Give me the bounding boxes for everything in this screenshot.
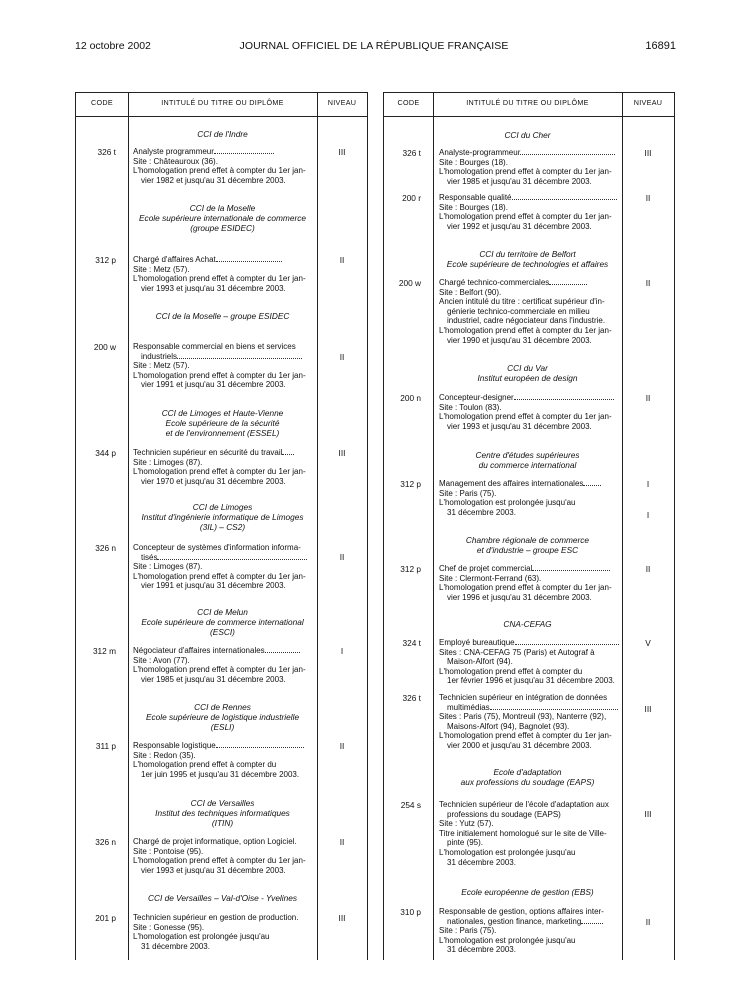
entry-site: Site : Paris (75). [439,926,497,936]
leader-dots [265,646,300,653]
entry-title-cont: nationales, gestion finance, marketing [447,916,582,926]
entry-details [133,255,313,293]
column-divider [317,92,318,960]
entry-homologation-cont: 31 décembre 2003. [447,857,516,867]
entry-homologation: L'homologation prend effet à compter du 1er jan- [133,274,306,284]
entry-details [439,479,619,517]
entry-site: Site : Limoges (87). [133,562,203,572]
entry-site: Site : Belfort (90). [439,287,502,297]
column-header-niveau: NIVEAU [327,98,357,107]
entry-code: 326 n [95,837,116,847]
section-heading: CCI de la Moselle Ecole supérieure internationale de commerce (groupe ESIDEC) [139,203,306,233]
entry-homologation: L'homologation prend effet à compter du 1er jan- [439,212,612,222]
entry-homologation: L'homologation prend effet à compter du 1er jan- [439,731,612,741]
entry-code: 326 t [402,693,421,703]
entry-niveau: III [338,147,346,157]
entry-code: 326 t [97,147,116,157]
leader-dots [512,193,617,200]
entry-niveau: V [645,638,651,648]
section-heading: CCI de l'Indre [197,129,248,139]
entry-title: Management des affaires internationales [439,479,584,488]
leader-dots [214,147,274,154]
entry-code: 310 p [400,907,421,917]
entry-sites: Sites : Paris (75), Montreuil (93), Nanterre (92), [439,712,607,722]
entry-details [133,741,313,779]
entry-site: Site : Redon (35). [133,750,196,760]
column-header-intitule: INTITULÉ DU TITRE OU DIPLÔME [161,98,284,107]
entry-details [439,907,619,955]
entry-title: Technicien supérieur en sécurité du travail [133,448,283,457]
entry-niveau: III [338,448,346,458]
entry-homologation-cont: vier 1993 et jusqu'au 31 décembre 2003. [141,865,286,875]
entry-niveau: II [645,564,651,574]
entry-title: Responsable qualité [439,193,512,202]
page-header [0,40,748,56]
entry-title: Négociateur d'affaires internationales [133,646,265,655]
entry-site: Site : Avon (77). [133,655,190,665]
leader-dots [583,479,601,486]
entry-niveau: III [644,704,652,714]
entry-site: Site : Bourges (18). [439,202,508,212]
section-heading: CCI de Limoges et Haute-Vienne Ecole supérieure de la sécurité et de l'environnement (ESSEL) [161,408,284,438]
entry-site: Site : Limoges (87). [133,457,203,467]
entry-title: Responsable commercial en biens et services [133,342,296,351]
entry-title: Chargé d'affaires Achat [133,255,216,264]
table-top-border [76,92,367,93]
entry-homologation: L'homologation prend effet à compter du 1er jan- [439,412,612,422]
entry-code: 324 t [402,638,421,648]
leader-dots [216,255,282,262]
entry-homologation-cont: 31 décembre 2003. [141,941,210,951]
entry-homologation: L'homologation est prolongée jusqu'au [439,847,576,857]
section-heading: Ecole d'adaptation aux professions du soudage (EAPS) [460,767,595,787]
entry-niveau: I [340,646,344,656]
entry-homologation-cont: 31 décembre 2003. [447,945,516,955]
leader-dots [216,741,304,748]
column-header-code: CODE [397,98,420,107]
entry-title: Analyste programmeur [133,147,214,156]
entry-homologation-cont: vier 1970 et jusqu'au 31 décembre 2003. [141,476,286,486]
entry-initial-site-cont: pinte (95). [447,838,484,848]
entry-sites-cont: Maisons-Alfort (94), Bagnolet (93). [447,721,570,731]
entry-site: Site : Clermont-Ferrand (63). [439,573,542,583]
section-heading: CNA-CEFAG [503,619,552,629]
entry-homologation-cont: vier 1990 et jusqu'au 31 décembre 2003. [447,335,592,345]
entry-homologation-cont: vier 1985 et jusqu'au 31 décembre 2003. [141,674,286,684]
entry-title: Chargé de projet informatique, option Logiciel. [133,837,297,846]
section-heading: Centre d'études supérieures du commerce international [475,450,580,470]
entry-details [439,193,619,231]
entry-niveau: II [645,393,651,403]
section-heading: Ecole européenne de gestion (EBS) [461,887,594,897]
section-heading: CCI de Versailles – Val-d'Oise - Yvelines [148,893,297,903]
leader-dots [515,638,619,645]
entry-homologation: L'homologation prend effet à compter du 1er jan- [439,167,612,177]
entry-details [133,646,313,684]
journal-title: JOURNAL OFFICIEL DE LA RÉPUBLIQUE FRANÇAISE [239,40,509,52]
entry-code: 326 t [402,148,421,158]
entry-niveau: II [645,193,651,203]
entry-details [439,800,619,867]
entry-details [133,913,313,951]
entry-details [439,564,619,602]
section-heading: CCI de Rennes Ecole supérieure de logistique industrielle (ESLI) [145,702,300,732]
entry-code: 200 w [93,342,116,352]
entry-code: 312 p [400,479,421,489]
entry-homologation: L'homologation prend effet à compter du 1er jan- [133,665,306,675]
leader-dots [520,148,615,155]
entry-site: Site : Bourges (18). [439,157,508,167]
entry-code: 254 s [400,800,421,810]
entry-homologation-cont: vier 2000 et jusqu'au 31 décembre 2003. [447,740,592,750]
entry-title: Employé bureautique [439,638,515,647]
entry-homologation: L'homologation prend effet à compter du 1er jan- [439,325,612,335]
section-heading: CCI de la Moselle – groupe ESIDEC [155,311,290,321]
entry-code: 312 p [400,564,421,574]
table-top-border [384,92,674,93]
entry-site: Site : Pontoise (95). [133,846,204,856]
section-heading: CCI du territoire de Belfort Ecole supérieure de technologies et affaires [446,249,609,269]
entry-details [133,342,313,390]
entry-homologation-cont: 1er juin 1995 et jusqu'au 31 décembre 2003. [141,769,300,779]
entry-homologation: L'homologation prend effet à compter du 1er jan- [133,467,306,477]
entry-details [133,837,313,875]
entry-niveau: II [339,837,345,847]
table-header-divider [384,116,674,117]
entry-code: 326 n [95,543,116,553]
entry-title-cont: industriels [141,351,178,361]
entry-sites-cont: Maison-Alfort (94). [447,657,513,667]
entry-homologation: L'homologation prend effet à compter du 1er jan- [439,583,612,593]
entry-sites: Sites : CNA-CEFAG 75 (Paris) et Autograf à [439,647,595,657]
entry-title: Technicien supérieur en gestion de production. [133,913,299,922]
entry-details [439,638,619,686]
leader-dots [157,553,307,560]
entry-niveau: II [645,917,651,927]
entry-code: 201 p [95,913,116,923]
section-heading: CCI du Cher [504,130,551,140]
entry-details [133,543,313,591]
section-heading: CCI du Var Institut européen de design [477,363,578,383]
entry-site: Site : Châteauroux (36). [133,156,218,166]
leader-dots [282,448,294,455]
entry-homologation-cont: vier 1993 et jusqu'au 31 décembre 2003. [141,283,286,293]
entry-details [133,448,313,486]
entry-homologation-cont: vier 1985 et jusqu'au 31 décembre 2003. [447,176,592,186]
publication-date: 12 octobre 2002 [75,40,151,52]
leader-dots [490,703,618,710]
section-heading: CCI de Versailles Institut des techniques informatiques (ITIN) [155,798,290,828]
entry-homologation-cont: vier 1993 et jusqu'au 31 décembre 2003. [447,421,592,431]
entry-site: Site : Metz (57). [133,264,190,274]
entry-homologation: L'homologation est prolongée jusqu'au [439,498,576,508]
leader-dots [549,278,587,285]
entry-niveau: II [645,278,651,288]
entry-niveau: III [644,148,652,158]
leader-dots [532,564,610,571]
entry-details [439,278,619,345]
entry-niveau: III [644,809,652,819]
entry-homologation: L'homologation prend effet à compter du 1er jan- [133,856,306,866]
entry-niveau: II [339,255,345,265]
leader-dots [581,917,603,924]
entry-former-title-cont: industriel, cadre négociateur dans l'industrie. [447,316,606,326]
entry-title: Technicien supérieur de l'école d'adaptation aux [439,800,609,809]
entry-homologation-cont: vier 1991 et jusqu'au 31 décembre 2003. [141,581,286,591]
entry-homologation: L'homologation est prolongée jusqu'au [439,935,576,945]
entry-title: Chargé technico-commerciales [439,278,550,287]
entry-homologation-cont: 1er février 1996 et jusqu'au 31 décembre 2003. [447,676,615,686]
entry-homologation-cont: 31 décembre 2003. [447,507,516,517]
entry-former-title-cont: génierie technico-commerciale en milieu [447,306,590,316]
column-header-niveau: NIVEAU [633,98,663,107]
entry-homologation: L'homologation prend effet à compter du [133,760,277,770]
entry-title: Analyste-programmeur [439,148,521,157]
leader-dots [514,393,614,400]
entry-code: 200 w [398,278,421,288]
entry-niveau: I [646,479,650,489]
entry-details [133,147,313,185]
entry-code: 200 r [402,193,421,203]
entry-homologation-cont: vier 1992 et jusqu'au 31 décembre 2003. [447,221,592,231]
entry-title: Chef de projet commercial [439,564,533,573]
entry-details [439,393,619,431]
entry-title-cont: tisés [141,552,158,562]
entry-niveau: II [339,552,345,562]
column-divider [622,92,623,960]
entry-site: Site : Toulon (83). [439,402,502,412]
entry-niveau-secondary: I [646,510,650,520]
column-header-intitule: INTITULÉ DU TITRE OU DIPLÔME [466,98,589,107]
column-header-code: CODE [91,98,113,107]
entry-niveau: II [339,352,345,362]
entry-homologation: L'homologation prend effet à compter du 1er jan- [133,571,306,581]
entry-code: 312 m [92,646,116,656]
entry-site: Site : Gonesse (95). [133,922,205,932]
entry-niveau: III [338,913,346,923]
entry-former-title: Ancien intitulé du titre : certificat supérieur d'in- [439,297,605,307]
entry-title-cont: multimédias [447,702,490,712]
entry-homologation-cont: vier 1996 et jusqu'au 31 décembre 2003. [447,592,592,602]
entry-title: Responsable logistique [133,741,216,750]
entry-title-cont: professions du soudage (EAPS) [447,809,561,819]
table-header-divider [76,116,367,117]
entry-homologation: L'homologation prend effet à compter du 1er jan- [133,370,306,380]
entry-title: Responsable de gestion, options affaires inter- [439,907,604,916]
section-heading: CCI de Melun Ecole supérieure de commerce international (ESCI) [141,607,304,637]
entry-title: Concepteur-designer [439,393,514,402]
entry-homologation-cont: vier 1982 et jusqu'au 31 décembre 2003. [141,175,286,185]
entry-initial-site: Titre initialement homologué sur le site de Ville- [439,828,607,838]
entry-code: 344 p [95,448,116,458]
entry-homologation: L'homologation prend effet à compter du 1er jan- [133,166,306,176]
entry-title: Concepteur de systèmes d'information informa- [133,543,301,552]
leader-dots [177,352,302,359]
right-table [383,92,675,960]
page-number: 16891 [645,40,676,52]
entry-homologation-cont: vier 1991 et jusqu'au 31 décembre 2003. [141,380,286,390]
entry-code: 311 p [95,741,116,751]
column-divider [433,92,434,960]
left-table [75,92,368,960]
entry-homologation: L'homologation prend effet à compter du [439,666,583,676]
section-heading: Chambre régionale de commerce et d'industrie – groupe ESC [465,535,590,555]
entry-site: Site : Yutz (57). [439,819,494,829]
entry-title: Technicien supérieur en intégration de données [439,693,608,702]
entry-details [439,148,619,186]
entry-code: 200 n [400,393,421,403]
entry-details [439,693,619,751]
entry-site: Site : Metz (57). [133,361,190,371]
entry-site: Site : Paris (75). [439,488,497,498]
entry-homologation: L'homologation est prolongée jusqu'au [133,932,270,942]
entry-code: 312 p [95,255,116,265]
section-heading: CCI de Limoges Institut d'ingénierie informatique de Limoges (3IL) – CS2) [141,502,304,532]
entry-niveau: II [339,741,345,751]
